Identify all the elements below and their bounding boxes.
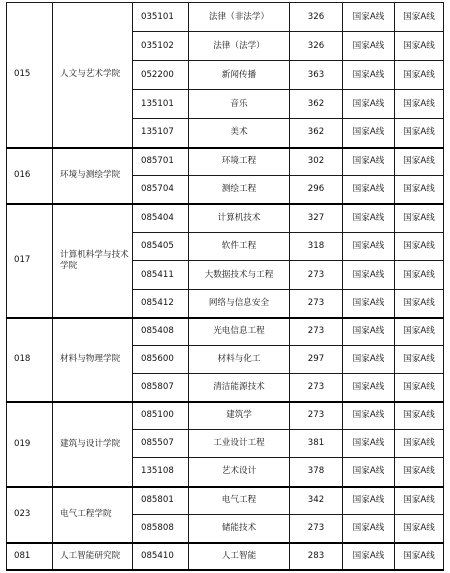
- score-cell: 302: [290, 148, 343, 176]
- score-cell: 326: [290, 3, 343, 32]
- line-type-cell: 国家A线: [343, 515, 395, 543]
- line-type-cell: 国家A线: [395, 3, 444, 32]
- line-type-cell: 国家A线: [395, 119, 444, 148]
- table-row: [7, 148, 444, 176]
- major-code-cell: 035101: [133, 3, 189, 32]
- line-type-cell: 国家A线: [343, 290, 395, 318]
- major-code-cell: 085600: [133, 346, 189, 374]
- major-code-cell: 052200: [133, 61, 189, 90]
- department-code-cell: 023: [7, 487, 53, 543]
- department-code-cell: 015: [7, 3, 53, 148]
- line-type-cell: 国家A线: [395, 204, 444, 233]
- major-name-cell: 新闻传播: [189, 61, 290, 90]
- department-code-cell: 017: [7, 204, 53, 318]
- major-code-cell: 085404: [133, 204, 189, 233]
- score-cell: 326: [290, 32, 343, 61]
- department-name-cell: 环境与测绘学院: [53, 148, 133, 204]
- score-cell: 273: [290, 374, 343, 402]
- table-row: [7, 543, 444, 570]
- major-code-cell: 085704: [133, 176, 189, 204]
- major-name-cell: 储能技术: [189, 515, 290, 543]
- line-type-cell: 国家A线: [395, 402, 444, 430]
- major-code-cell: 135101: [133, 90, 189, 119]
- line-type-cell: 国家A线: [343, 233, 395, 261]
- line-type-cell: 国家A线: [343, 90, 395, 119]
- major-name-cell: 人工智能: [189, 543, 290, 570]
- line-type-cell: 国家A线: [395, 32, 444, 61]
- major-code-cell: 085801: [133, 487, 189, 515]
- department-name-cell: 建筑与设计学院: [53, 402, 133, 487]
- line-type-cell: 国家A线: [395, 148, 444, 176]
- major-code-cell: 085701: [133, 148, 189, 176]
- line-type-cell: 国家A线: [395, 543, 444, 570]
- major-name-cell: 法律（法学）: [189, 32, 290, 61]
- score-cell: 283: [290, 543, 343, 570]
- score-cell: 273: [290, 261, 343, 290]
- line-type-cell: 国家A线: [395, 515, 444, 543]
- line-type-cell: 国家A线: [395, 458, 444, 487]
- line-type-cell: 国家A线: [343, 176, 395, 204]
- line-type-cell: 国家A线: [343, 374, 395, 402]
- line-type-cell: 国家A线: [395, 90, 444, 119]
- line-type-cell: 国家A线: [343, 261, 395, 290]
- line-type-cell: 国家A线: [343, 204, 395, 233]
- major-code-cell: 085808: [133, 515, 189, 543]
- major-code-cell: 135107: [133, 119, 189, 148]
- major-code-cell: 035102: [133, 32, 189, 61]
- score-cell: 296: [290, 176, 343, 204]
- table-row: [7, 204, 444, 233]
- table-row: [7, 318, 444, 346]
- line-type-cell: 国家A线: [395, 487, 444, 515]
- line-type-cell: 国家A线: [343, 487, 395, 515]
- line-type-cell: 国家A线: [395, 318, 444, 346]
- line-type-cell: 国家A线: [395, 176, 444, 204]
- major-code-cell: 085405: [133, 233, 189, 261]
- major-name-cell: 美术: [189, 119, 290, 148]
- department-name-cell: 人文与艺术学院: [53, 3, 133, 148]
- major-code-cell: 085807: [133, 374, 189, 402]
- line-type-cell: 国家A线: [395, 233, 444, 261]
- table-row: [7, 3, 444, 32]
- score-cell: 362: [290, 90, 343, 119]
- major-code-cell: 085507: [133, 430, 189, 458]
- line-type-cell: 国家A线: [343, 402, 395, 430]
- major-name-cell: 建筑学: [189, 402, 290, 430]
- major-name-cell: 艺术设计: [189, 458, 290, 487]
- line-type-cell: 国家A线: [343, 3, 395, 32]
- score-cell: 327: [290, 204, 343, 233]
- line-type-cell: 国家A线: [395, 430, 444, 458]
- department-name-cell: 电气工程学院: [53, 487, 133, 543]
- major-code-cell: 085408: [133, 318, 189, 346]
- major-name-cell: 法律（非法学）: [189, 3, 290, 32]
- department-code-cell: 016: [7, 148, 53, 204]
- major-name-cell: 清洁能源技术: [189, 374, 290, 402]
- major-code-cell: 085412: [133, 290, 189, 318]
- score-cell: 297: [290, 346, 343, 374]
- score-cell: 318: [290, 233, 343, 261]
- table-body: [7, 3, 444, 570]
- department-code-cell: 018: [7, 318, 53, 402]
- score-cell: 342: [290, 487, 343, 515]
- score-cell: 363: [290, 61, 343, 90]
- major-name-cell: 测绘工程: [189, 176, 290, 204]
- major-name-cell: 工业设计工程: [189, 430, 290, 458]
- department-code-cell: 081: [7, 543, 53, 570]
- score-cell: 381: [290, 430, 343, 458]
- line-type-cell: 国家A线: [343, 543, 395, 570]
- score-table: [6, 2, 444, 571]
- score-cell: 273: [290, 318, 343, 346]
- department-name-cell: 人工智能研究院: [53, 543, 133, 570]
- line-type-cell: 国家A线: [343, 32, 395, 61]
- major-name-cell: 大数据技术与工程: [189, 261, 290, 290]
- score-cell: 362: [290, 119, 343, 148]
- line-type-cell: 国家A线: [343, 430, 395, 458]
- score-cell: 273: [290, 402, 343, 430]
- line-type-cell: 国家A线: [395, 374, 444, 402]
- line-type-cell: 国家A线: [395, 261, 444, 290]
- line-type-cell: 国家A线: [343, 61, 395, 90]
- line-type-cell: 国家A线: [343, 346, 395, 374]
- line-type-cell: 国家A线: [343, 458, 395, 487]
- major-code-cell: 085100: [133, 402, 189, 430]
- department-code-cell: 019: [7, 402, 53, 487]
- score-cell: 273: [290, 290, 343, 318]
- score-cell: 378: [290, 458, 343, 487]
- line-type-cell: 国家A线: [343, 119, 395, 148]
- major-code-cell: 135108: [133, 458, 189, 487]
- major-name-cell: 材料与化工: [189, 346, 290, 374]
- major-name-cell: 音乐: [189, 90, 290, 119]
- line-type-cell: 国家A线: [395, 346, 444, 374]
- line-type-cell: 国家A线: [395, 61, 444, 90]
- major-name-cell: 电气工程: [189, 487, 290, 515]
- score-cell: 273: [290, 515, 343, 543]
- major-name-cell: 环境工程: [189, 148, 290, 176]
- line-type-cell: 国家A线: [343, 148, 395, 176]
- major-code-cell: 085410: [133, 543, 189, 570]
- major-name-cell: 计算机技术: [189, 204, 290, 233]
- major-name-cell: 软件工程: [189, 233, 290, 261]
- major-name-cell: 网络与信息安全: [189, 290, 290, 318]
- department-name-cell: 材料与物理学院: [53, 318, 133, 402]
- major-name-cell: 光电信息工程: [189, 318, 290, 346]
- major-code-cell: 085411: [133, 261, 189, 290]
- table-row: [7, 487, 444, 515]
- line-type-cell: 国家A线: [343, 318, 395, 346]
- line-type-cell: 国家A线: [395, 290, 444, 318]
- department-name-cell: 计算机科学与技术学院: [53, 204, 133, 318]
- table-row: [7, 402, 444, 430]
